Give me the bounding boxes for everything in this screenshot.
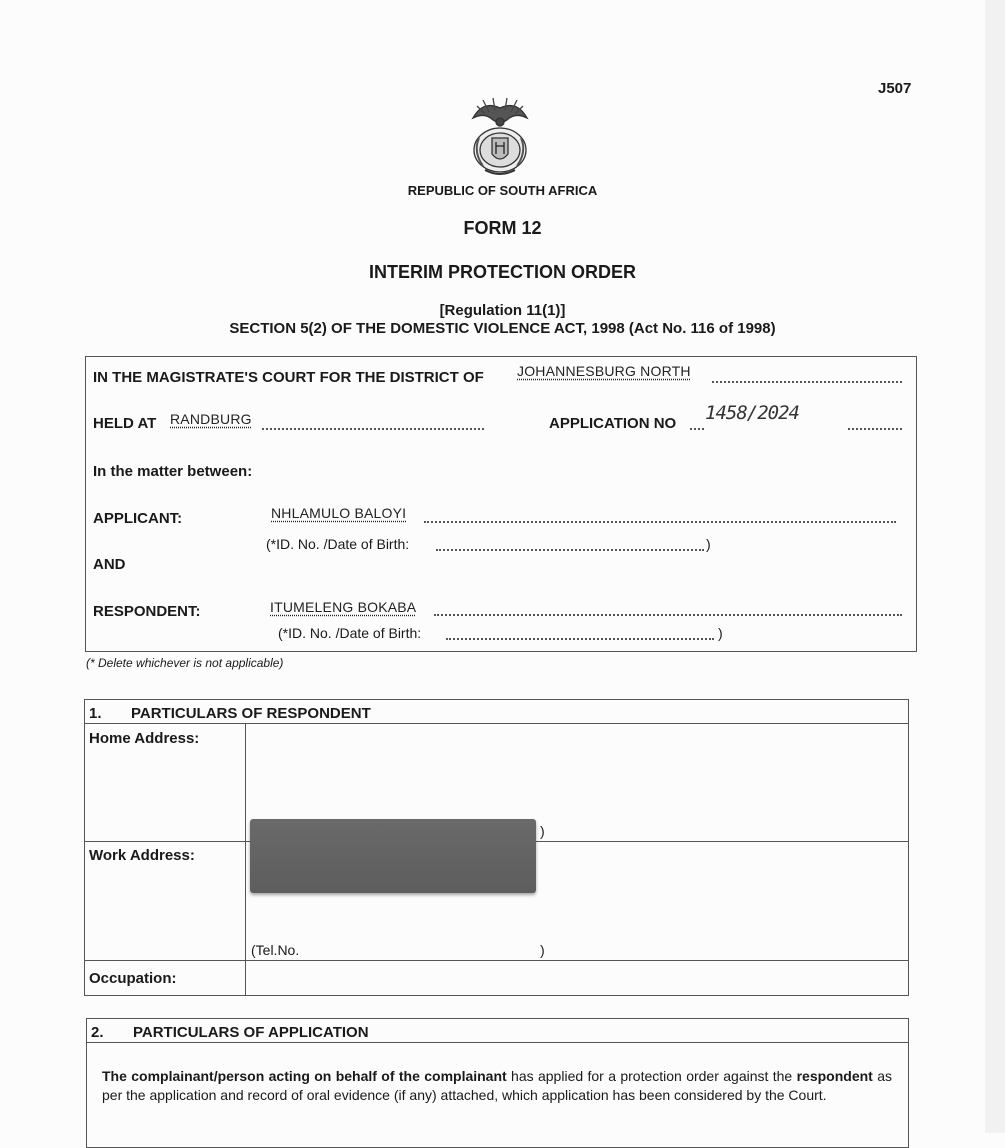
- applicant-dotted-line: [424, 521, 896, 523]
- home-address-paren: ): [540, 823, 545, 839]
- respondent-id-label: (*ID. No. /Date of Birth:: [278, 625, 422, 641]
- coat-of-arms-icon: [463, 96, 537, 178]
- respondent-value: ITUMELENG BOKABA: [270, 599, 417, 615]
- tel-label: (Tel.No.: [251, 942, 300, 958]
- held-at-label: HELD AT: [93, 415, 157, 432]
- act-line: SECTION 5(2) OF THE DOMESTIC VIOLENCE ACT, 1998 (Act No. 116 of 1998): [229, 320, 776, 337]
- section2-header-divider: [86, 1042, 909, 1043]
- delete-note: (* Delete whichever is not applicable): [86, 656, 284, 670]
- home-address-label: Home Address:: [89, 730, 200, 747]
- work-address-label: Work Address:: [89, 847, 195, 864]
- district-dotted-line: [712, 381, 902, 383]
- respondent-id-close: ): [718, 625, 723, 641]
- application-no-label: APPLICATION NO: [549, 415, 677, 432]
- form-code: J507: [878, 80, 912, 97]
- tel-paren: ): [540, 942, 545, 958]
- applicant-value: NHLAMULO BALOYI: [271, 505, 407, 521]
- applicant-label: APPLICANT:: [93, 510, 183, 527]
- section1-title: PARTICULARS OF RESPONDENT: [131, 705, 371, 722]
- page-edge-shadow: [985, 0, 1005, 1133]
- redaction-block: [250, 819, 536, 893]
- section2-paragraph: [102, 1067, 892, 1105]
- respondent-id-dotted-line: [446, 638, 714, 640]
- form-title: INTERIM PROTECTION ORDER: [368, 262, 636, 282]
- and-label: AND: [93, 556, 126, 573]
- applicant-id-label: (*ID. No. /Date of Birth:: [266, 536, 410, 552]
- para-text-1: has applied for a protection order against the: [506, 1068, 797, 1084]
- application-no-dots-lead: [690, 428, 704, 430]
- section2-number: 2.: [91, 1024, 104, 1041]
- application-no-dotted-line: [848, 428, 902, 430]
- para-bold-1: The complainant/person acting on behalf of the complainant: [102, 1068, 507, 1084]
- applicant-id-dotted-line: [436, 549, 704, 551]
- regulation-line: [Regulation 11(1)]: [439, 302, 566, 319]
- district-value: JOHANNESBURG NORTH: [517, 363, 691, 379]
- respondent-label: RESPONDENT:: [93, 603, 201, 620]
- section2-title: PARTICULARS OF APPLICATION: [133, 1024, 369, 1041]
- section1-row-divider-2: [84, 960, 909, 961]
- para-bold-2: respondent: [796, 1068, 873, 1084]
- application-no-value: 1458/2024: [705, 402, 799, 424]
- occupation-label: Occupation:: [89, 970, 177, 987]
- para-text-2: as per the application and record of oral evidence (if any) attached, which application has been considered by the Court.: [102, 1068, 892, 1103]
- section1-header-divider: [84, 723, 909, 724]
- form-number: FORM 12: [463, 218, 542, 238]
- held-at-dotted-line: [262, 428, 484, 430]
- section1-column-divider: [245, 723, 246, 996]
- court-details-box: [85, 356, 917, 652]
- held-at-value: RANDBURG: [170, 411, 252, 427]
- country-heading: REPUBLIC OF SOUTH AFRICA: [407, 183, 598, 198]
- district-label: IN THE MAGISTRATE'S COURT FOR THE DISTRICT OF: [93, 369, 484, 386]
- section1-number: 1.: [89, 705, 102, 722]
- respondent-dotted-line: [434, 614, 902, 616]
- applicant-id-close: ): [706, 536, 711, 552]
- matter-between-label: In the matter between:: [93, 463, 253, 480]
